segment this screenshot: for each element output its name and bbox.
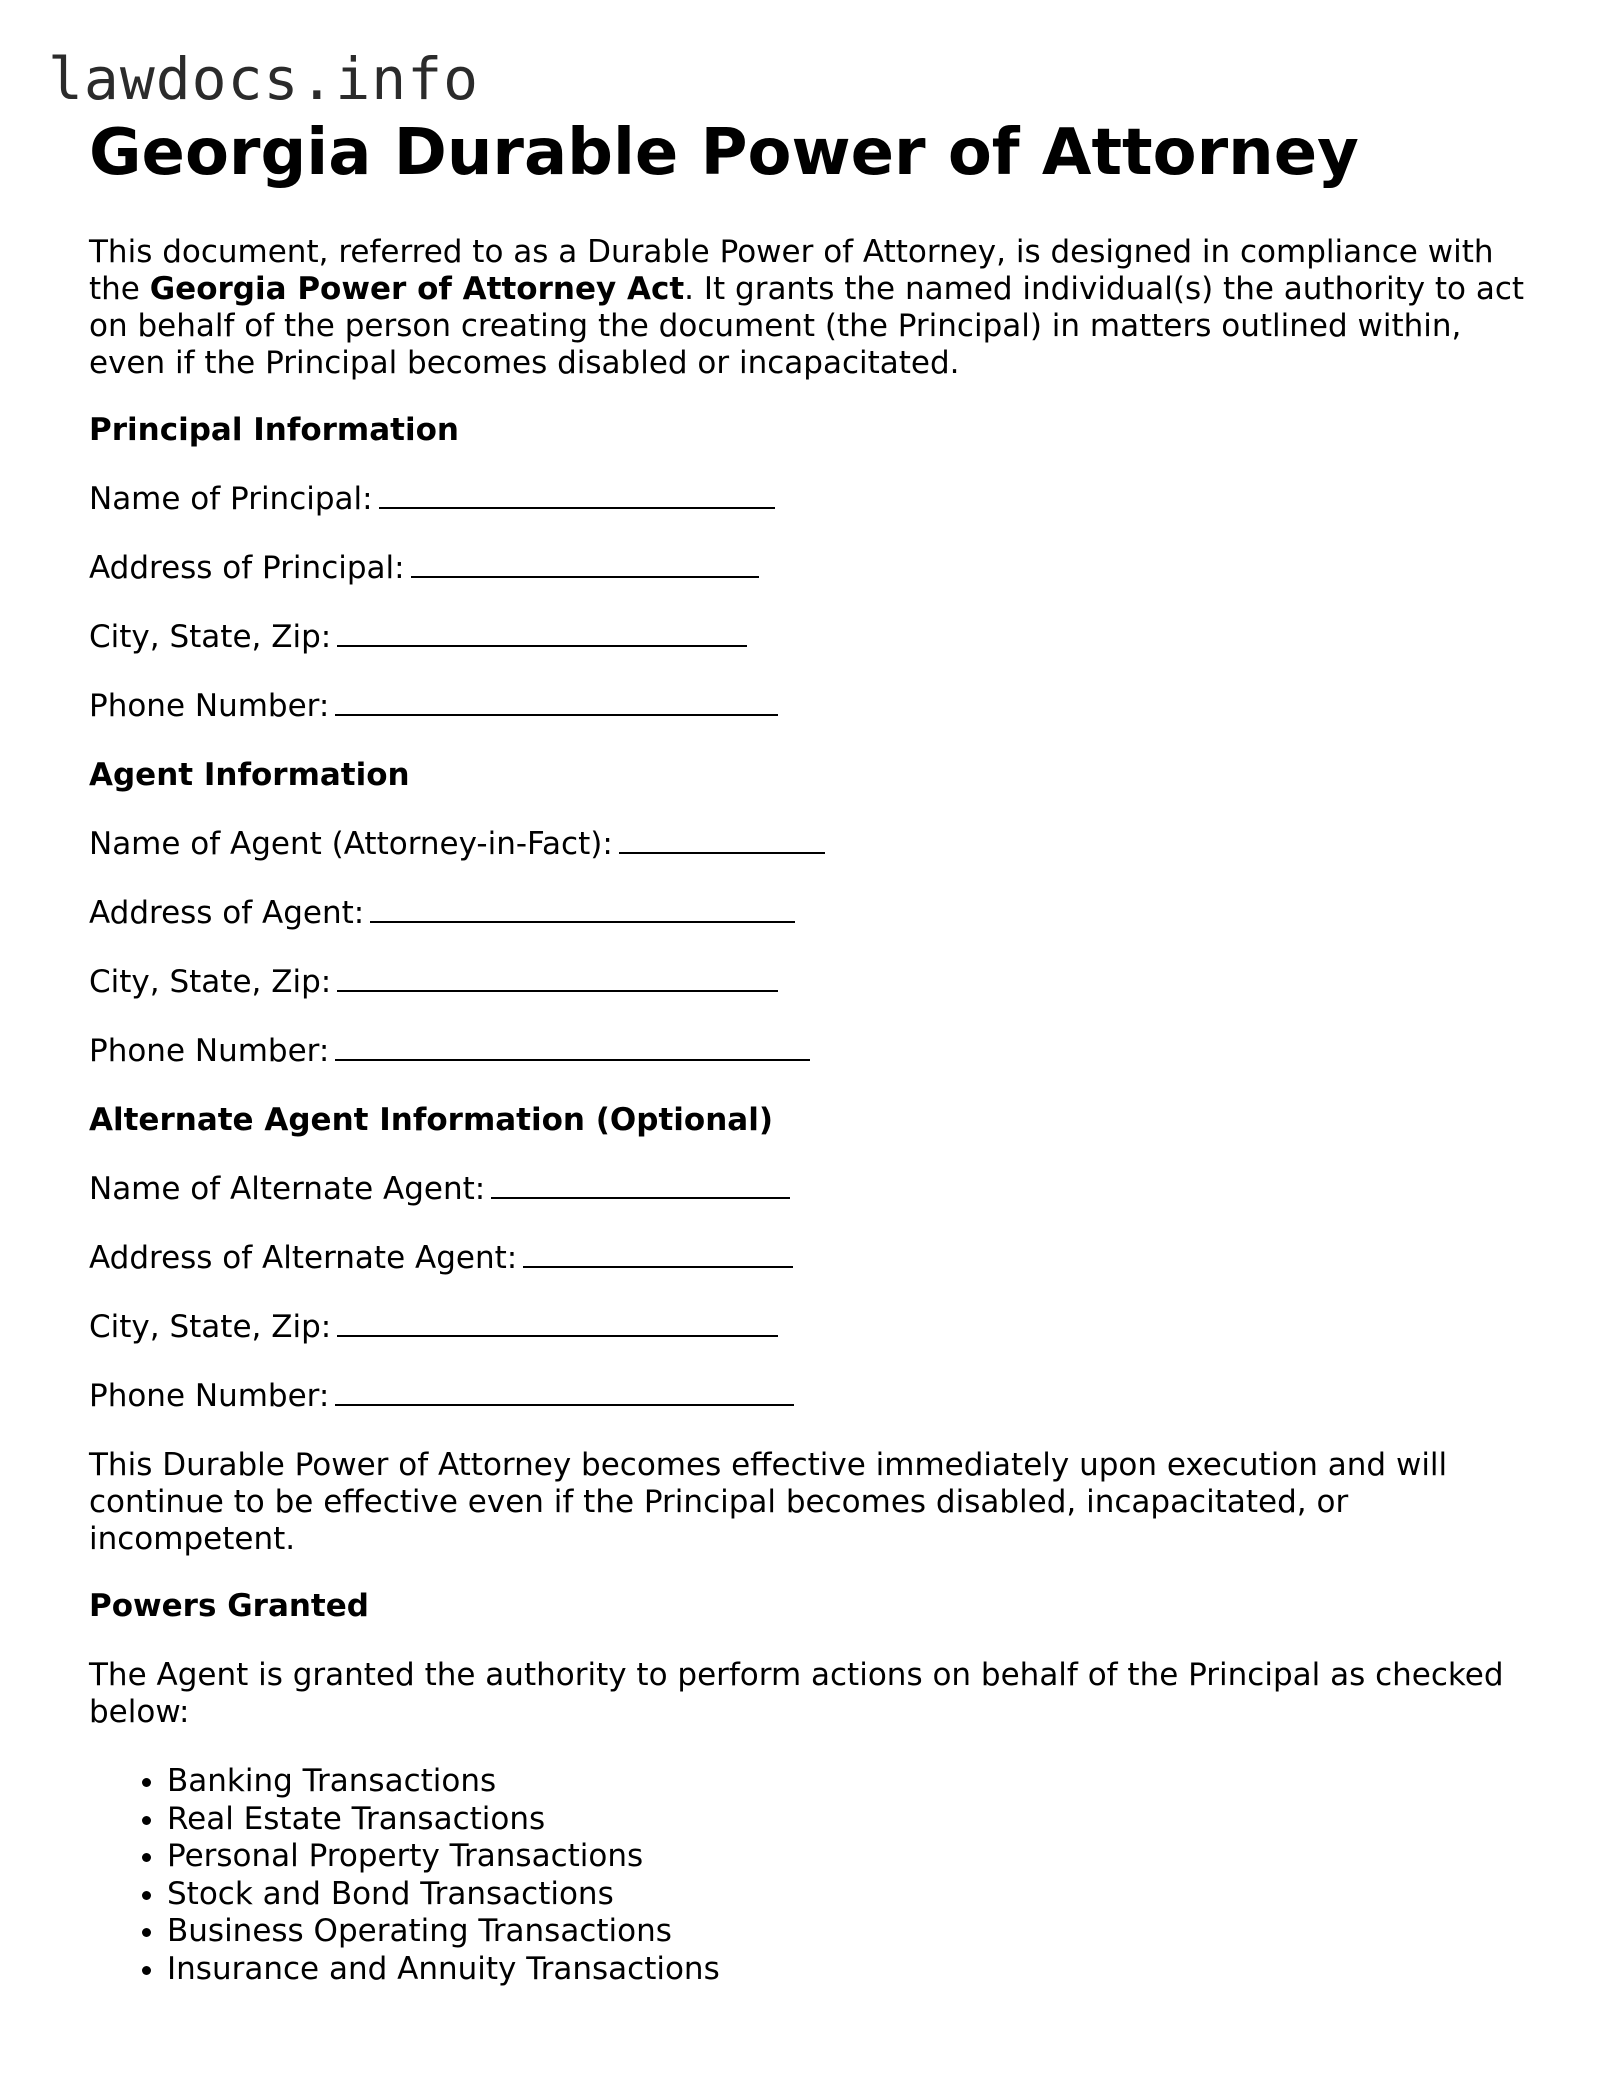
document-title: Georgia Durable Power of Attorney — [89, 116, 1359, 190]
fill-in-line[interactable] — [335, 1033, 810, 1061]
field-label: City, State, Zip: — [89, 964, 332, 1000]
fill-in-line[interactable] — [370, 895, 795, 923]
field-label: Phone Number: — [89, 1033, 330, 1069]
field-label: Name of Principal: — [89, 481, 373, 517]
agent-phone-field[interactable] — [89, 1033, 1529, 1070]
fill-in-line[interactable] — [379, 481, 775, 509]
fill-in-line[interactable] — [411, 550, 759, 578]
fill-in-line[interactable] — [337, 964, 778, 992]
field-label: Address of Principal: — [89, 550, 405, 586]
principal-address-field[interactable] — [89, 550, 1529, 587]
list-item: • Stock and Bond Transactions — [167, 1876, 1529, 1914]
intro-paragraph — [89, 234, 1529, 382]
fill-in-line[interactable] — [491, 1171, 790, 1199]
principal-heading: Principal Information — [89, 412, 459, 448]
field-label: Name of Alternate Agent: — [89, 1171, 486, 1207]
field-label: Address of Alternate Agent: — [89, 1240, 518, 1276]
alternate-agent-heading: Alternate Agent Information (Optional) — [89, 1102, 773, 1138]
fill-in-line[interactable] — [337, 1309, 778, 1337]
field-label: City, State, Zip: — [89, 619, 332, 655]
intro-act-name: Georgia Power of Attorney Act — [149, 271, 685, 307]
powers-intro-paragraph: The Agent is granted the authority to perform actions on behalf of the Principal as checked below: — [89, 1657, 1504, 1730]
agent-city-state-zip-field[interactable] — [89, 964, 1529, 1001]
field-label: Phone Number: — [89, 1378, 330, 1414]
principal-city-state-zip-field[interactable] — [89, 619, 1529, 656]
fill-in-line[interactable] — [335, 1378, 794, 1406]
list-item: • Real Estate Transactions — [167, 1801, 1529, 1839]
fill-in-line[interactable] — [619, 826, 825, 854]
principal-phone-field[interactable] — [89, 688, 1529, 725]
agent-heading: Agent Information — [89, 757, 410, 793]
agent-address-field[interactable] — [89, 895, 1529, 932]
intro-text-after: . It grants the named individual(s) the authority to act on behalf of the person creating the document (the Principal) in matters outlined within, even if the Principal becomes disabled or incapacitated. — [89, 271, 1525, 381]
field-label: Name of Agent (Attorney-in-Fact): — [89, 826, 613, 862]
list-item: • Personal Property Transactions — [167, 1838, 1529, 1876]
document-page — [89, 112, 1529, 1988]
alternate-agent-address-field[interactable] — [89, 1240, 1529, 1277]
field-label: City, State, Zip: — [89, 1309, 332, 1345]
watermark-logo: lawdocs.info — [48, 45, 480, 113]
field-label: Address of Agent: — [89, 895, 365, 931]
alternate-agent-city-state-zip-field[interactable] — [89, 1309, 1529, 1346]
field-label: Phone Number: — [89, 688, 330, 724]
intro-text-before: This document, referred to as a Durable Power of Attorney, is designed in compliance with the — [89, 234, 1494, 307]
alternate-agent-phone-field[interactable] — [89, 1378, 1529, 1415]
fill-in-line[interactable] — [335, 688, 778, 716]
list-item: • Banking Transactions — [167, 1763, 1529, 1801]
agent-name-field[interactable] — [89, 826, 1529, 863]
powers-list — [89, 1763, 1529, 1988]
principal-name-field[interactable] — [89, 481, 1529, 518]
fill-in-line[interactable] — [523, 1240, 793, 1268]
list-item: • Insurance and Annuity Transactions — [167, 1951, 1529, 1989]
powers-heading: Powers Granted — [89, 1588, 369, 1624]
alternate-agent-name-field[interactable] — [89, 1171, 1529, 1208]
list-item: • Business Operating Transactions — [167, 1913, 1529, 1951]
fill-in-line[interactable] — [337, 619, 747, 647]
effective-paragraph: This Durable Power of Attorney becomes effective immediately upon execution and will continue to be effective even if the Principal becomes disabled, incapacitated, or incompetent. — [89, 1447, 1448, 1557]
